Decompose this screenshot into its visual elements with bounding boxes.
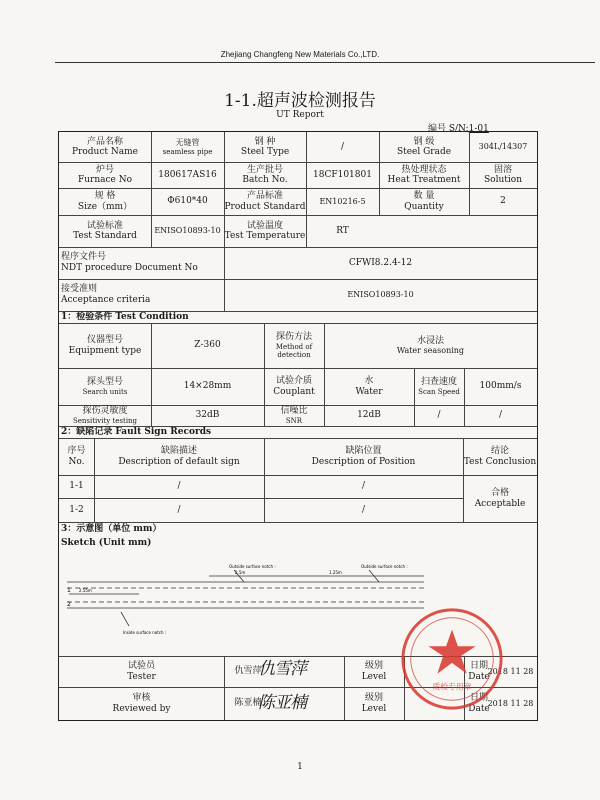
search-unit-value: 14×28mm <box>183 381 232 392</box>
table-row-desc: / <box>177 481 181 492</box>
equipment-value: Z-360 <box>194 340 221 351</box>
furnace-label: 炉号 Furnace No <box>77 164 133 185</box>
col-desc-header: 缺陷描述 Description of default sign <box>118 446 240 467</box>
test-temperature-value: RT <box>336 225 349 236</box>
test-standard-value: ENISO10893-10 <box>154 226 221 236</box>
product-name-value: 无缝管 seamless pipe <box>162 138 213 156</box>
couplant-label: 试验介质 Couplant <box>273 376 315 397</box>
table-row-no: 1-2 <box>69 504 84 515</box>
tester-label: 试验员 Tester <box>127 661 156 682</box>
reviewer-label: 审核 Reviewed by <box>112 693 171 714</box>
tester-date-label: 日期 Date <box>468 661 490 682</box>
tester-level-label: 级别 Level <box>361 661 387 682</box>
sensitivity-label: 探伤灵敏度 Sensitivity testing <box>72 406 138 425</box>
svg-text:质检专用章: 质检专用章 <box>432 682 472 692</box>
sensitivity-value: 32dB <box>195 410 220 421</box>
snr-value: 12dB <box>357 410 381 421</box>
snr-label: 信噪比 SNR <box>280 406 308 425</box>
reviewer-date-value: 2018 11 28 <box>487 698 534 708</box>
table-row-pos: / <box>361 481 366 492</box>
reviewer-level-label: 级别 Level <box>361 693 387 714</box>
couplant-value: 水 Water <box>355 376 383 397</box>
table-row-desc: / <box>177 504 181 515</box>
steel-grade-label: 钢 级 Steel Grade <box>396 136 452 157</box>
acceptance-criteria-label: 接受准则 Acceptance criteria <box>61 284 151 305</box>
product-name-label: 产品名称 Product Name <box>72 136 138 157</box>
header-rule <box>55 62 595 63</box>
fault-records-heading: 2：缺陷记录 Fault Sign Records <box>61 426 212 437</box>
page-number: 1 <box>297 762 303 772</box>
svg-text:1: 1 <box>67 587 71 594</box>
report-subtitle: UT Report <box>276 110 324 120</box>
blank-cell-2: / <box>498 410 503 421</box>
batch-label: 生产批号 Batch No. <box>242 164 288 185</box>
inside-notch-label: Inside surface notch : <box>123 630 167 635</box>
product-standard-value: EN10216-5 <box>319 196 366 206</box>
test-temperature-label: 试验温度 Test Temperature <box>224 220 306 241</box>
equipment-label: 仪器型号 Equipment type <box>68 335 142 356</box>
report-title: 1-1.超声波检测报告 <box>224 91 376 111</box>
reviewer-signature: 陈亚楠 <box>258 693 306 713</box>
method-label: 探伤方法 Method of detection <box>275 332 313 359</box>
sketch-subtitle: Sketch (Unit mm) <box>61 537 152 548</box>
scan-speed-value: 100mm/s <box>479 381 522 392</box>
steel-grade-value: 304L/14307 <box>478 142 528 152</box>
scan-speed-label: 扫查速度 Scan Speed <box>418 377 460 396</box>
heat-treatment-label: 热处理状态 Heat Treatment <box>387 164 461 185</box>
ndt-procedure-value: CFWI8.2.4-12 <box>348 257 413 268</box>
heat-treatment-value: 固溶 Solution <box>484 164 522 185</box>
ndt-procedure-label: 程序文件号 NDT procedure Document No <box>61 252 198 273</box>
blank-cell-1: / <box>437 410 441 421</box>
search-unit-label: 探头型号 Search units <box>82 377 128 396</box>
reviewer-name: 陈亚楠 <box>234 698 262 709</box>
table-row-pos: / <box>361 504 366 515</box>
sketch-heading: 3：示意图（单位 mm） <box>61 523 162 534</box>
quantity-label: 数 量 Quantity <box>404 191 444 212</box>
tester-date-value: 2018 11 28 <box>487 666 534 676</box>
method-value: 水浸法 Water seasoning <box>396 335 465 356</box>
dimension-label: 2.55m <box>79 588 92 593</box>
size-value: Φ610*40 <box>167 196 208 207</box>
test-standard-label: 试验标准 Test Standard <box>73 220 137 241</box>
product-standard-label: 产品标准 Product Standard <box>224 191 306 212</box>
company-name: Zhejiang Changfeng New Materials Co.,LTD. <box>220 50 380 59</box>
outside-notch-label-1: Outside surface notch : <box>229 564 276 569</box>
serial-value: 1-01 <box>468 124 489 134</box>
svg-text:2: 2 <box>67 601 71 608</box>
dimension-label: 2.5m <box>235 570 246 575</box>
dimension-label: 1.25m <box>329 570 342 575</box>
quantity-value: 2 <box>500 196 506 207</box>
outside-notch-label-2: Outside surface notch : <box>361 564 408 569</box>
size-label: 规 格 Size（mm） <box>77 191 133 212</box>
batch-value: 18CF101801 <box>313 169 372 180</box>
steel-type-label: 钢 种 Steel Type <box>240 136 290 157</box>
steel-type-value: / <box>340 141 345 152</box>
col-conclusion-header: 结论 Test Conclusion <box>463 446 537 467</box>
table-row-no: 1-1 <box>69 481 84 492</box>
col-pos-header: 缺陷位置 Description of Position <box>311 446 416 467</box>
reviewer-date-label: 日期 Date <box>468 693 490 714</box>
conclusion-value: 合格 Acceptable <box>474 488 526 509</box>
tester-name: 仇雪萍 <box>234 666 262 677</box>
company-seal-stamp <box>398 605 506 713</box>
furnace-value: 180617AS16 <box>158 169 217 180</box>
serial-number: 编号 S/N:1-01 <box>428 124 489 134</box>
tester-signature: 仇雪萍 <box>258 659 306 679</box>
acceptance-criteria-value: ENISO10893-10 <box>347 290 414 300</box>
col-no-header: 序号 No. <box>67 446 86 467</box>
test-condition-heading: 1：检验条件 Test Condition <box>61 311 189 322</box>
